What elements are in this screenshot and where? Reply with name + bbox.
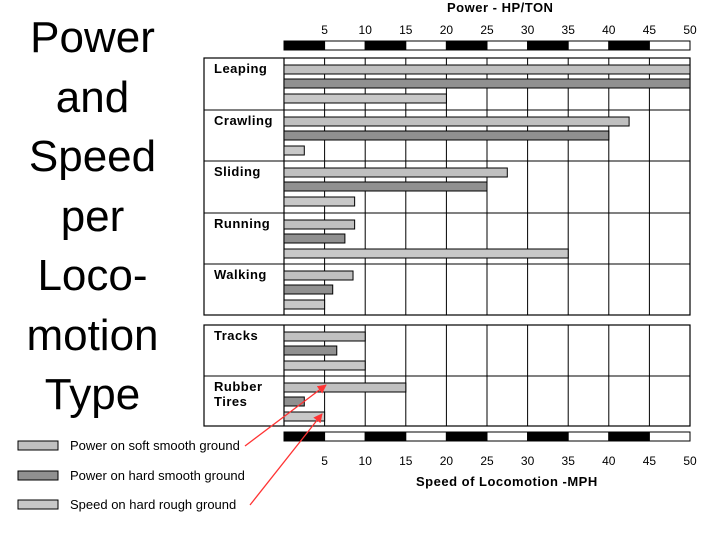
top-tick-label: 50 xyxy=(683,23,697,37)
top-band-segment xyxy=(568,41,609,50)
bottom-tick-label: 35 xyxy=(561,454,575,468)
bar-walking-1 xyxy=(284,271,353,280)
title-line: and xyxy=(55,72,130,122)
bottom-tick-label: 30 xyxy=(520,454,535,468)
title-line: Loco- xyxy=(37,251,148,300)
top-axis-title: Power - HP/TON xyxy=(447,0,554,15)
top-axis-ticks xyxy=(321,23,697,37)
top-band-segment xyxy=(528,41,569,50)
bar-tracks-1 xyxy=(284,332,365,341)
arrow-line xyxy=(250,414,322,505)
bottom-band-segment xyxy=(325,432,366,441)
bar-rubber-tires-3 xyxy=(284,412,325,421)
legend-swatch xyxy=(18,441,58,450)
bar-sliding-3 xyxy=(284,197,355,206)
category-label: Tires xyxy=(214,394,248,409)
top-tick-label: 20 xyxy=(439,23,454,37)
legend-label: Power on hard smooth ground xyxy=(70,468,245,483)
chart-panels xyxy=(204,58,690,426)
title-line: Power xyxy=(30,13,155,62)
bar-walking-3 xyxy=(284,300,325,309)
bottom-tick-label: 45 xyxy=(642,454,657,468)
legend-label: Power on soft smooth ground xyxy=(70,438,240,453)
category-label: Crawling xyxy=(214,113,273,128)
bar-crawling-3 xyxy=(284,146,304,155)
bar-tracks-3 xyxy=(284,361,365,370)
bottom-band-segment xyxy=(609,432,650,441)
legend-swatch xyxy=(18,471,58,480)
bar-running-1 xyxy=(284,220,355,229)
bottom-tick-label: 10 xyxy=(358,454,372,468)
bar-running-2 xyxy=(284,234,345,243)
bottom-scale-band xyxy=(284,432,690,441)
category-label: Walking xyxy=(214,267,267,282)
category-label: Tracks xyxy=(214,328,259,343)
category-label: Leaping xyxy=(214,61,268,76)
bottom-band-segment xyxy=(406,432,447,441)
bar-crawling-1 xyxy=(284,117,629,126)
top-tick-label: 5 xyxy=(321,23,328,37)
bar-leaping-3 xyxy=(284,94,446,103)
top-band-segment xyxy=(284,41,325,50)
top-tick-label: 35 xyxy=(561,23,575,37)
category-label: Rubber xyxy=(214,379,263,394)
top-tick-label: 10 xyxy=(358,23,372,37)
title-line: Type xyxy=(44,370,141,419)
bottom-band-segment xyxy=(568,432,609,441)
bottom-tick-label: 25 xyxy=(480,454,494,468)
bar-crawling-2 xyxy=(284,131,609,140)
top-band-segment xyxy=(649,41,690,50)
bar-rubber-tires-1 xyxy=(284,383,406,392)
bottom-band-segment xyxy=(649,432,690,441)
top-tick-label: 15 xyxy=(399,23,413,37)
bottom-band-segment xyxy=(528,432,569,441)
category-label: Sliding xyxy=(214,164,261,179)
bottom-axis-ticks xyxy=(321,454,697,468)
bottom-tick-label: 50 xyxy=(683,454,697,468)
top-band-segment xyxy=(406,41,447,50)
top-band-segment xyxy=(609,41,650,50)
chart-legend xyxy=(18,438,245,512)
bar-rubber-tires-2 xyxy=(284,397,304,406)
bottom-tick-label: 15 xyxy=(399,454,413,468)
top-band-segment xyxy=(446,41,487,50)
title-line: motion xyxy=(26,310,159,360)
bar-tracks-2 xyxy=(284,346,337,355)
top-band-segment xyxy=(365,41,406,50)
bar-walking-2 xyxy=(284,285,333,294)
bar-leaping-1 xyxy=(284,65,690,74)
legend-label: Speed on hard rough ground xyxy=(70,497,237,512)
bottom-axis-title: Speed of Locomotion -MPH xyxy=(416,474,598,489)
bottom-band-segment xyxy=(365,432,406,441)
bottom-tick-label: 40 xyxy=(602,454,616,468)
title-line: Speed xyxy=(28,132,157,181)
category-label: Running xyxy=(214,216,271,231)
top-tick-label: 30 xyxy=(520,23,535,37)
top-tick-label: 45 xyxy=(642,23,657,37)
title-line: per xyxy=(60,191,125,241)
top-band-segment xyxy=(325,41,366,50)
top-band-segment xyxy=(487,41,528,50)
bar-sliding-1 xyxy=(284,168,507,177)
top-scale-band xyxy=(284,41,690,50)
top-tick-label: 40 xyxy=(602,23,616,37)
bar-sliding-2 xyxy=(284,182,487,191)
bar-leaping-2 xyxy=(284,79,690,88)
bottom-band-segment xyxy=(446,432,487,441)
bottom-band-segment xyxy=(487,432,528,441)
top-tick-label: 25 xyxy=(480,23,494,37)
bar-running-3 xyxy=(284,249,568,258)
bottom-tick-label: 5 xyxy=(321,454,328,468)
bottom-tick-label: 20 xyxy=(439,454,454,468)
legend-swatch xyxy=(18,500,58,509)
